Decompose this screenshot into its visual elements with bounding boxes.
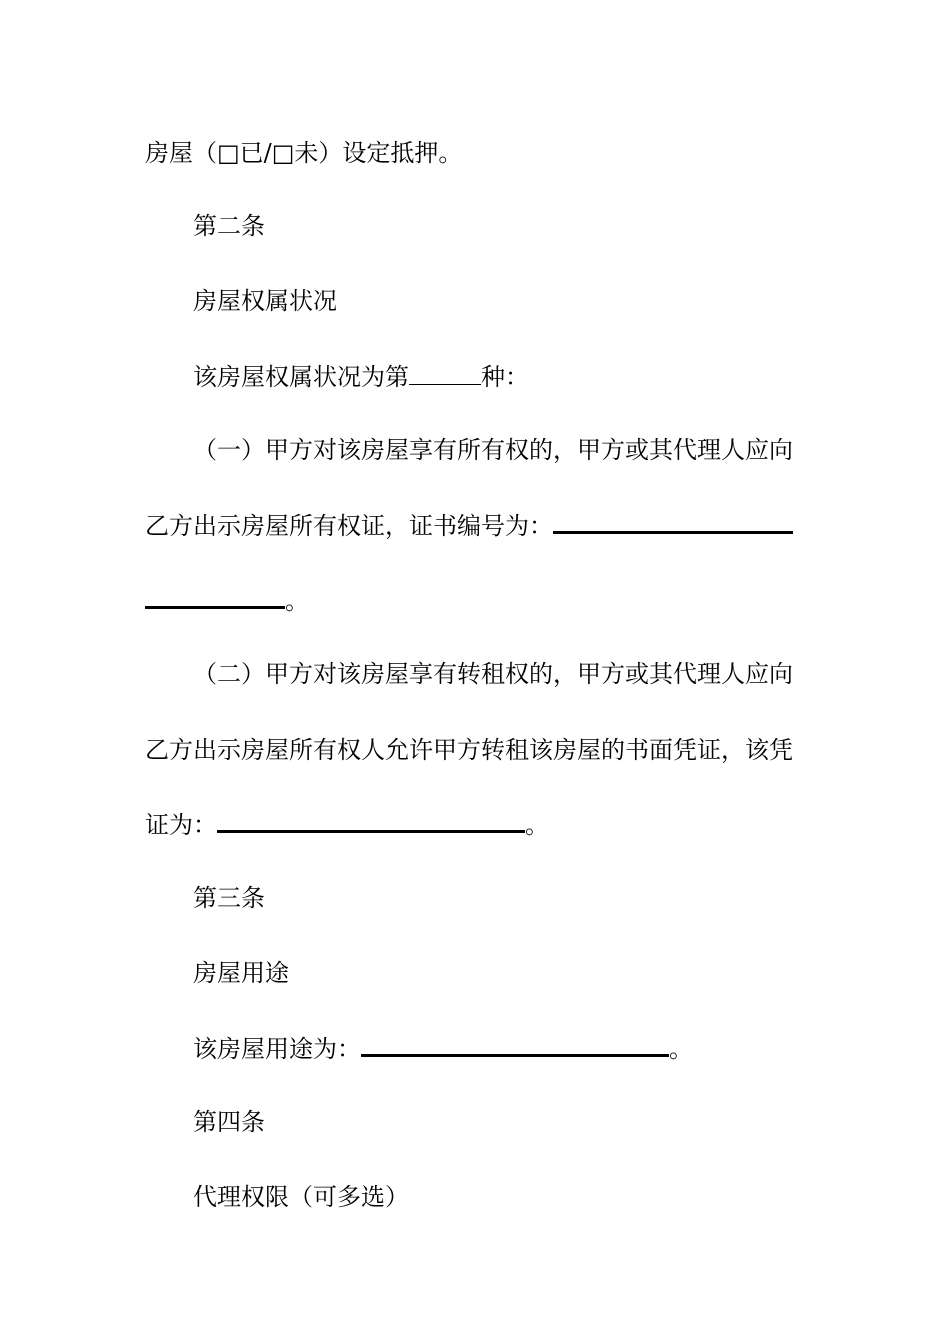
certificate-number-blank-cont[interactable] [145,588,285,609]
clause-two-line-3 [145,810,549,840]
text: 。 [285,587,309,615]
text: 。 [669,1035,693,1063]
house-use-line [193,1034,693,1064]
clause-one-line-2 [145,511,793,541]
text: 代理权限（可多选） [193,1183,409,1211]
article-three-heading [193,883,265,913]
text: 第四条 [193,1108,265,1136]
article-four-heading [193,1107,265,1137]
clause-two-line-2 [145,735,793,765]
text: （一）甲方对该房屋享有所有权的，甲方或其代理人应向 [193,436,793,464]
text: 房屋（□已/□未）设定抵押。 [145,139,463,167]
clause-two-line-1 [193,659,793,689]
certificate-number-blank[interactable] [553,513,793,534]
text: 该房屋权属状况为第 [193,363,409,391]
text: 证为： [145,811,217,839]
text: （二）甲方对该房屋享有转租权的，甲方或其代理人应向 [193,660,793,688]
house-use-heading [193,958,289,988]
agency-authority-heading [193,1182,409,1212]
clause-one-line-1 [193,435,793,465]
text: 房屋用途 [193,959,289,987]
ownership-type-blank[interactable] [409,364,481,385]
house-use-blank[interactable] [361,1036,669,1057]
text: 乙方出示房屋所有权人允许甲方转租该房屋的书面凭证，该凭 [145,736,793,764]
clause-mortgage-status [145,138,462,168]
clause-one-line-3 [145,586,309,616]
ownership-type-line [193,362,529,392]
text: 。 [525,811,549,839]
text: 该房屋用途为： [193,1035,361,1063]
ownership-status-heading [193,286,337,316]
text: 房屋权属状况 [193,287,337,315]
text: 种： [481,363,529,391]
sublease-certificate-blank[interactable] [217,812,525,833]
text: 乙方出示房屋所有权证，证书编号为： [145,512,553,540]
article-two-heading [193,211,265,241]
text: 第二条 [193,212,265,240]
text: 第三条 [193,884,265,912]
